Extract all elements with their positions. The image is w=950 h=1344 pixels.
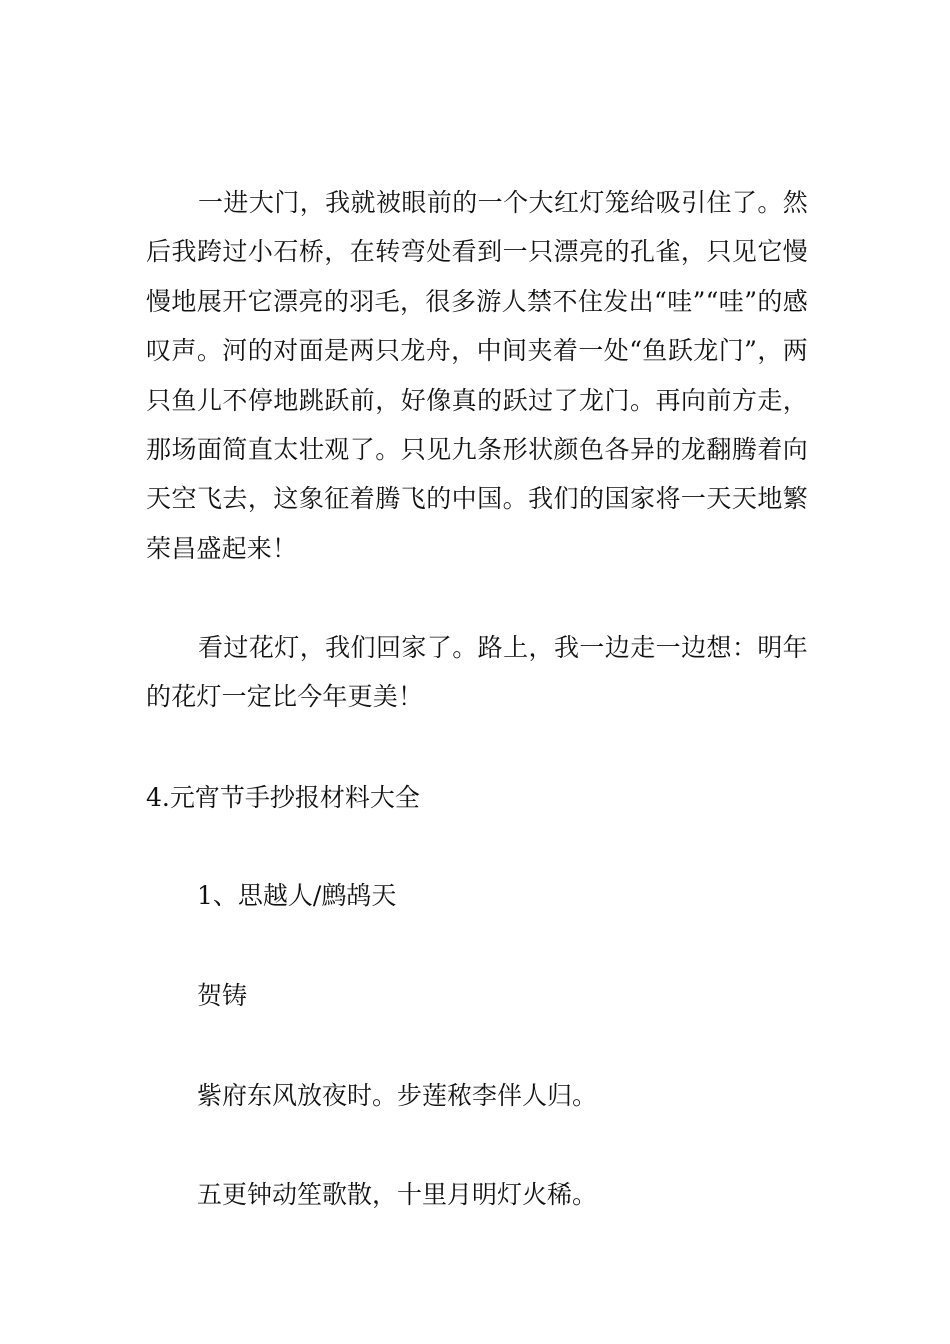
body-paragraph-going-home: 看过花灯，我们回家了。路上，我一边走一边想：明年的花灯一定比今年更美！ (146, 633, 808, 712)
poem-author: 贺铸 (197, 981, 248, 1010)
body-paragraph-lantern-park: 一进大门，我就被眼前的一个大红灯笼给吸引住了。然后我跨过小石桥，在转弯处看到一只漂亮的孔雀，只见它慢慢地展开它漂亮的羽毛，很多游人禁不住发出“哇”“哇”的感叹声。河的对面是两只龙舟，中间夹着一处“鱼跃龙门”，两只鱼儿不停地跳跃前，好像真的跃过了龙门。再向前方走，那场面简直太壮观了。只见九条形状颜色各异的龙翻腾着向天空飞去，这象征着腾飞的中国。我们的国家将一天天地繁荣昌盛起来！ (146, 188, 808, 563)
poem-title: 1、思越人/鹧鸪天 (197, 881, 397, 910)
section-heading: 4.元宵节手抄报材料大全 (146, 783, 420, 812)
poem-line-2: 五更钟动笙歌散，十里月明灯火稀。 (197, 1180, 598, 1209)
poem-line-1: 紫府东风放夜时。步莲秾李伴人归。 (197, 1081, 598, 1110)
